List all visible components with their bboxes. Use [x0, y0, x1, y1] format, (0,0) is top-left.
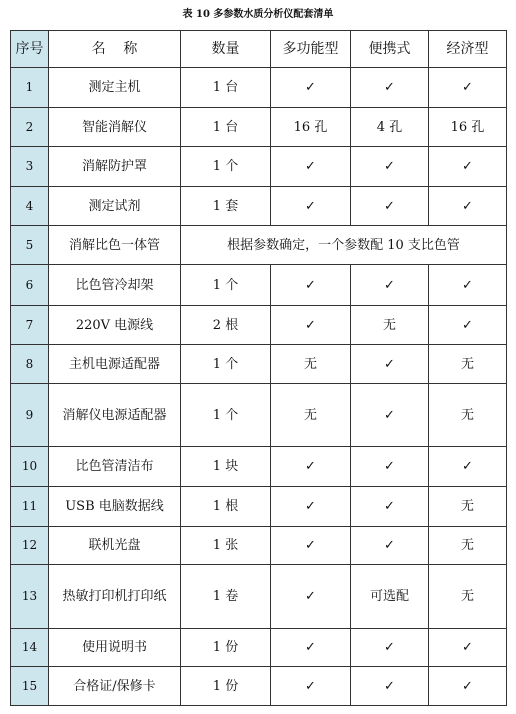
portable-cell: ✓	[351, 527, 429, 565]
portable-cell: 可选配	[351, 565, 429, 629]
quantity-cell: 1 根	[181, 487, 271, 527]
economy-cell: ✓	[429, 447, 507, 487]
row-index-cell: 11	[11, 487, 49, 527]
multifunction-cell: ✓	[271, 265, 351, 306]
table-body	[11, 68, 507, 706]
economy-cell: 无	[429, 487, 507, 527]
row-index-cell: 2	[11, 108, 49, 147]
economy-cell: ✓	[429, 147, 507, 187]
multifunction-cell: ✓	[271, 565, 351, 629]
table-row	[11, 384, 507, 447]
inventory-table	[10, 30, 507, 706]
multifunction-cell: ✓	[271, 527, 351, 565]
multifunction-cell: ✓	[271, 187, 351, 226]
quantity-cell: 1 个	[181, 265, 271, 306]
quantity-cell: 1 台	[181, 68, 271, 108]
quantity-cell: 1 张	[181, 527, 271, 565]
economy-cell: ✓	[429, 306, 507, 345]
item-name-cell: 测定试剂	[49, 187, 181, 226]
col-header-economy: 经济型	[429, 31, 507, 68]
item-name-cell: 使用说明书	[49, 629, 181, 667]
table-row	[11, 187, 507, 226]
item-name-cell: 220V 电源线	[49, 306, 181, 345]
row-index-cell: 6	[11, 265, 49, 306]
portable-cell: ✓	[351, 667, 429, 706]
economy-cell: 无	[429, 384, 507, 447]
table-row	[11, 345, 507, 384]
economy-cell: 16 孔	[429, 108, 507, 147]
quantity-cell: 1 卷	[181, 565, 271, 629]
item-name-cell: 测定主机	[49, 68, 181, 108]
economy-cell: ✓	[429, 667, 507, 706]
multifunction-cell: ✓	[271, 306, 351, 345]
quantity-cell: 1 个	[181, 147, 271, 187]
multifunction-cell: ✓	[271, 447, 351, 487]
item-name-cell: 消解仪电源适配器	[49, 384, 181, 447]
row-index-cell: 13	[11, 565, 49, 629]
row-index-cell: 12	[11, 527, 49, 565]
table-row	[11, 147, 507, 187]
multifunction-cell: 无	[271, 345, 351, 384]
portable-cell: ✓	[351, 265, 429, 306]
quantity-cell: 2 根	[181, 306, 271, 345]
economy-cell: ✓	[429, 629, 507, 667]
multifunction-cell: 无	[271, 384, 351, 447]
quantity-cell: 1 块	[181, 447, 271, 487]
multifunction-cell: ✓	[271, 629, 351, 667]
table-row	[11, 565, 507, 629]
quantity-cell: 1 套	[181, 187, 271, 226]
row-index-cell: 15	[11, 667, 49, 706]
col-header-multifunction: 多功能型	[271, 31, 351, 68]
portable-cell: 无	[351, 306, 429, 345]
table-row	[11, 629, 507, 667]
row-index-cell: 3	[11, 147, 49, 187]
row-index-cell: 7	[11, 306, 49, 345]
portable-cell: ✓	[351, 447, 429, 487]
item-name-cell: 消解比色一体管	[49, 226, 181, 265]
table-row	[11, 667, 507, 706]
multifunction-cell: ✓	[271, 147, 351, 187]
item-name-cell: USB 电脑数据线	[49, 487, 181, 527]
economy-cell: 无	[429, 345, 507, 384]
portable-cell: 4 孔	[351, 108, 429, 147]
portable-cell: ✓	[351, 487, 429, 527]
multifunction-cell: ✓	[271, 667, 351, 706]
quantity-cell: 1 台	[181, 108, 271, 147]
economy-cell: 无	[429, 527, 507, 565]
item-name-cell: 比色管清洁布	[49, 447, 181, 487]
multifunction-cell: ✓	[271, 68, 351, 108]
item-name-cell: 合格证/保修卡	[49, 667, 181, 706]
item-name-cell: 主机电源适配器	[49, 345, 181, 384]
item-name-cell: 联机光盘	[49, 527, 181, 565]
item-name-cell: 智能消解仪	[49, 108, 181, 147]
item-name-cell: 比色管冷却架	[49, 265, 181, 306]
col-header-index: 序号	[11, 31, 49, 68]
portable-cell: ✓	[351, 68, 429, 108]
row-index-cell: 9	[11, 384, 49, 447]
row-index-cell: 5	[11, 226, 49, 265]
quantity-cell: 1 份	[181, 667, 271, 706]
item-name-cell: 热敏打印机打印纸	[49, 565, 181, 629]
multifunction-cell: 16 孔	[271, 108, 351, 147]
table-caption: 表 10 多参数水质分析仪配套清单	[182, 9, 334, 20]
portable-cell: ✓	[351, 629, 429, 667]
table-row	[11, 527, 507, 565]
row-index-cell: 1	[11, 68, 49, 108]
row-index-cell: 10	[11, 447, 49, 487]
row-index-cell: 14	[11, 629, 49, 667]
table-row	[11, 447, 507, 487]
quantity-cell: 1 个	[181, 384, 271, 447]
economy-cell: ✓	[429, 265, 507, 306]
portable-cell: ✓	[351, 147, 429, 187]
row-index-cell: 4	[11, 187, 49, 226]
table-row	[11, 108, 507, 147]
economy-cell: ✓	[429, 68, 507, 108]
table-row	[11, 306, 507, 345]
portable-cell: ✓	[351, 187, 429, 226]
quantity-cell: 1 个	[181, 345, 271, 384]
economy-cell: 无	[429, 565, 507, 629]
portable-cell: ✓	[351, 345, 429, 384]
table-row	[11, 226, 507, 265]
col-header-quantity: 数量	[181, 31, 271, 68]
item-name-cell: 消解防护罩	[49, 147, 181, 187]
row-index-cell: 8	[11, 345, 49, 384]
multifunction-cell: ✓	[271, 487, 351, 527]
quantity-cell: 1 份	[181, 629, 271, 667]
col-header-name: 名 称	[49, 31, 181, 68]
portable-cell: ✓	[351, 384, 429, 447]
table-row	[11, 487, 507, 527]
header-row	[11, 31, 507, 68]
col-header-portable: 便携式	[351, 31, 429, 68]
economy-cell: ✓	[429, 187, 507, 226]
table-row	[11, 68, 507, 108]
merged-note-cell: 根据参数确定，一个参数配 10 支比色管	[181, 226, 507, 265]
table-row	[11, 265, 507, 306]
